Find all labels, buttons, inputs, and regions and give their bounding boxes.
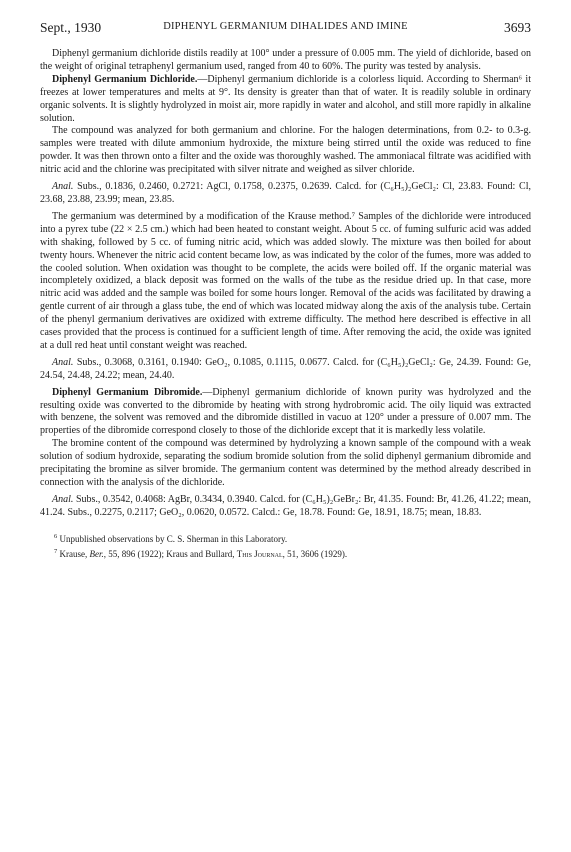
analysis-germanium	[40, 357, 531, 383]
paragraph-text: —Diphenyl germanium dichloride of known purity was hydrolyzed and the resulting oxide was converted to the dibromide by heating with strong hydrobromic acid. The oily liquid was extracted with benzene, the solvent was removed and the dibromide distilled in vacuo at 120° under a pressure of 0.007 mm. The properties of the dibromide correspond closely to those of the dichloride except that it is markedly less volatile.	[40, 386, 532, 437]
footnote-7	[40, 546, 531, 560]
analysis-chlorine	[40, 181, 531, 207]
analysis-label: Anal.	[52, 356, 74, 368]
analysis-label: Anal.	[52, 493, 74, 505]
paragraph-dichloride-properties	[40, 74, 531, 126]
analysis-label: Anal.	[52, 181, 74, 193]
section-heading-dichloride: Diphenyl Germanium Dichloride.	[52, 73, 198, 85]
running-header	[40, 20, 531, 40]
header-title: DIPHENYL GERMANIUM DIHALIDES AND IMINE	[163, 21, 408, 32]
header-date: Sept., 1930	[40, 20, 102, 35]
page-number: 3693	[504, 20, 531, 35]
journal-name: Ber.	[89, 548, 104, 559]
analysis-bromine	[40, 494, 531, 520]
paragraph-halogen-method: The compound was analyzed for both germanium and chlorine. For the halogen determinations, from 0.2- to 0.3-g. samples were treated with dilute ammonium hydroxide, the mixture being stirred until the oxide was reduced to fine powder. It was then thrown onto a filter and the oxide was thoroughly washed. The ammoniacal filtrate was acidified with nitric acid and the chlorine was precipitated with silver nitrate and weighed as silver chloride.	[40, 125, 531, 176]
journal-name: This Journal	[236, 548, 283, 559]
footnote-text: , 55, 896 (1922); Kraus and Bullard,	[103, 548, 237, 559]
footnote-text: , 51, 3606 (1929).	[282, 548, 348, 559]
paragraph-dibromide	[40, 387, 531, 439]
analysis-text: Subs., 0.3068, 0.3161, 0.1940: GeO₂, 0.1085, 0.1115, 0.0677. Calcd. for (C₆H₅)₂GeCl₂: Ge, 24.39. Found: Ge, 24.54, 24.48, 24.22; mean, 24.40.	[40, 356, 532, 381]
paragraph-distillation: Diphenyl germanium dichloride distils readily at 100° under a pressure of 0.005 mm. The yield of dichloride, based on the weight of original tetraphenyl germanium used, ranged from 40 to 60%. The purity was tested by analysis.	[40, 48, 531, 72]
paragraph-text: —Diphenyl germanium dichloride is a colorless liquid. According to Sherman⁶ it freezes at lower temperatures and melts at 9°. Its density is greater than that of water. It is readily soluble in ordinary organic solvents. It is slightly hydrolyzed in moist air, more rapidly in water and alcohol, and still more rapidly in alkaline solution.	[40, 73, 531, 124]
journal-page	[40, 20, 531, 561]
article-body	[40, 48, 531, 520]
analysis-text: Subs., 0.3542, 0.4068: AgBr, 0.3434, 0.3940. Calcd. for (C₆H₅)₂GeBr₂: Br, 41.35. Found: Br, 41.26, 41.22; mean, 41.24. Subs., 0.2275, 0.2117; GeO₂, 0.0620, 0.0572. Calcd.: Ge, 18.78. Found: Ge, 18.91, 18.75; mean, 18.83.	[40, 493, 531, 518]
footnote-6	[40, 531, 531, 545]
footnotes	[40, 531, 531, 560]
paragraph-germanium-method: The germanium was determined by a modification of the Krause method.⁷ Samples of the dichloride were introduced into a pyrex tube (22 × 2.5 cm.) which had been heated to constant weight. About 5 cc. of fuming sulfuric acid was added with shaking, followed by 5 cc. of fuming nitric acid, which was added slowly. The mixture was then boiled for about twenty hours. Whenever the nitric acid content became low, as was indicated by the color of the fumes, more was added to the cooled solution. When oxidation was thought to be complete, the acids were boiled off. If the organic material was incompletely oxidized, a black deposit was formed on the walls of the tube as the residue dried up. In that case, more nitric acid was added and the sample was boiled for some hours longer. Removal of the acids was facilitated by drawing a gentle current of air through a glass tube, the end of which was located midway along the axis of the analysis tube. Certain of the phenyl germanium derivatives are oxidized with extreme difficulty. The method here described is effective in all cases provided that the process is continued for a sufficient length of time. After removing the acid, the oxide was ignited at a dull red heat until constant weight was reached.	[40, 210, 531, 351]
footnote-text: Krause,	[59, 548, 90, 559]
paragraph-bromine-method: The bromine content of the compound was determined by hydrolyzing a known sample of the compound with a weak solution of sodium hydroxide, separating the sodium bromide solution from the solid diphenyl germanium dibromide and precipitating the bromine as silver bromide. The germanium content was determined by the method already described in connection with the analysis of the dichloride.	[40, 438, 531, 488]
footnote-text: Unpublished observations by C. S. Sherman in this Laboratory.	[59, 533, 288, 544]
footnote-marker: 7	[54, 547, 58, 555]
analysis-text: Subs., 0.1836, 0.2460, 0.2721: AgCl, 0.1758, 0.2375, 0.2639. Calcd. for (C₆H₅)₂GeCl₂: Cl, 23.83. Found: Cl, 23.68, 23.88, 23.99; mean, 23.85.	[40, 181, 531, 205]
section-heading-dibromide: Diphenyl Germanium Dibromide.	[52, 386, 203, 398]
footnote-marker: 6	[54, 532, 58, 540]
